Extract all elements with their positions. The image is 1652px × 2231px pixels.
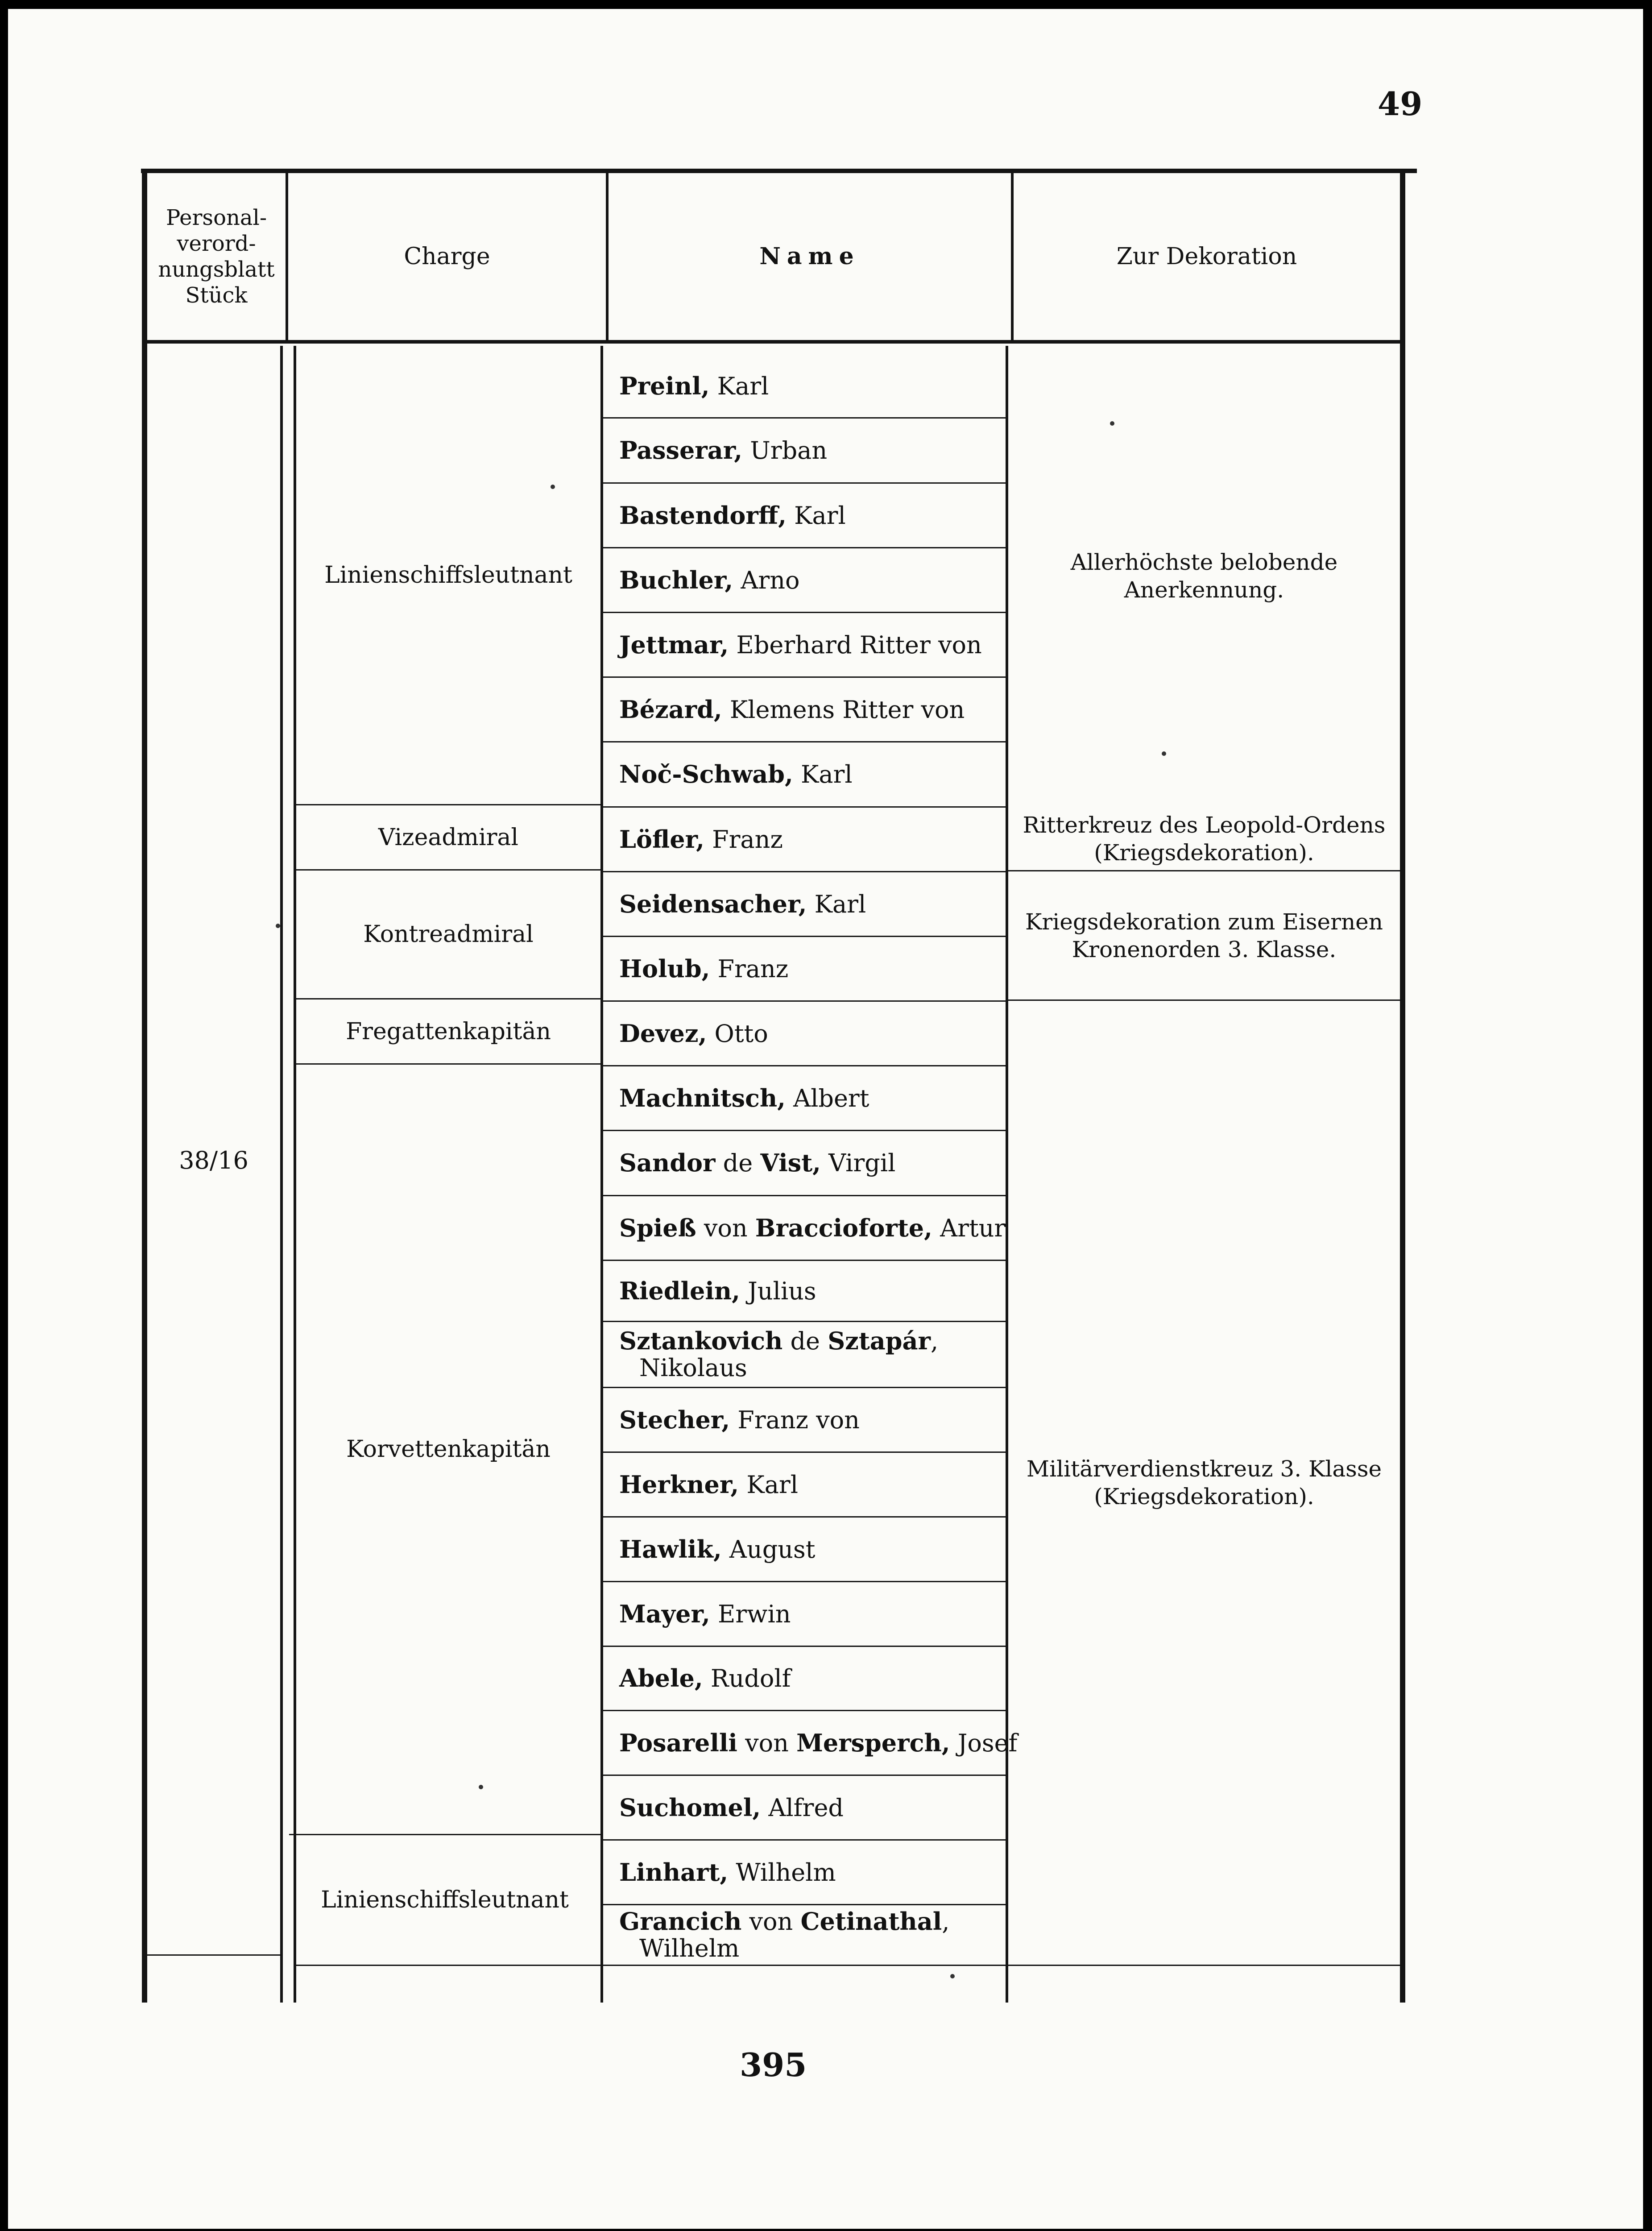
name-row <box>619 1518 1003 1581</box>
name-second-line: Nikolaus <box>639 1354 747 1382</box>
scan-speck <box>1110 421 1114 426</box>
page-number-bottom: 395 <box>740 2046 807 2084</box>
name-row <box>619 1776 1003 1839</box>
bottom-row-line-1 <box>147 1954 280 1956</box>
name-particle: de <box>715 1149 761 1177</box>
name-given: Alfred <box>761 1793 844 1822</box>
dekoration-line: Kriegsdekoration zum Eisernen <box>1025 908 1383 935</box>
name-surname: Löfler, <box>619 825 704 854</box>
name-surname: Hawlik, <box>619 1534 722 1563</box>
dekoration-line: Kronenorden 3. Klasse. <box>1072 936 1337 962</box>
name-row <box>619 1002 1003 1065</box>
name-particle: de <box>783 1327 828 1355</box>
name-given: Wilhelm <box>728 1858 836 1887</box>
document-page <box>8 9 1643 2229</box>
table-left-border <box>142 173 147 2003</box>
name-given: Franz von <box>730 1406 860 1434</box>
name-given: Karl <box>709 372 769 400</box>
name-comma: , <box>930 1327 939 1355</box>
dekoration-cell <box>1008 808 1400 870</box>
name-surname: Buchler, <box>619 565 733 594</box>
page-number-top: 49 <box>1378 85 1423 123</box>
dekoration-line: Ritterkreuz des Leopold-Ordens <box>1023 812 1386 838</box>
name-row <box>619 1131 1003 1195</box>
name-surname: Noč-Schwab, <box>619 760 793 788</box>
name-surname: Posarelli <box>619 1728 737 1757</box>
name-given: Virgil <box>820 1149 896 1177</box>
name-row <box>619 419 1003 482</box>
name-surname: Grancich <box>619 1907 742 1936</box>
column-header-stueck-text: Personal- verord- nungsblatt Stück <box>158 205 275 308</box>
name-surname: Abele, <box>619 1664 703 1692</box>
charge-cell: Linienschiffsleutnant <box>324 561 572 589</box>
name-row <box>619 484 1003 547</box>
name-surname: Preinl, <box>619 371 710 400</box>
name-row <box>619 1196 1006 1260</box>
column-header-name: Name <box>759 243 860 270</box>
name-given: August <box>721 1535 816 1563</box>
name-row <box>619 1841 1003 1904</box>
name-row <box>619 1388 1003 1451</box>
table-right-border <box>1400 173 1405 2003</box>
name-row <box>619 1453 1003 1516</box>
dekoration-line: Militärverdienstkreuz 3. Klasse <box>1026 1456 1382 1482</box>
name-surname: Sztankovich <box>619 1327 783 1355</box>
name-surname-2: Sztapár <box>828 1327 931 1355</box>
name-surname-2: Braccioforte, <box>755 1213 932 1242</box>
body-divider-1 <box>280 346 283 2003</box>
column-header-charge: Charge <box>404 243 490 270</box>
name-given: Klemens Ritter von <box>722 695 965 724</box>
name-given: Erwin <box>710 1600 791 1628</box>
name-row <box>619 937 1003 1000</box>
name-row <box>619 1582 1003 1646</box>
dekoration-cell <box>1008 871 1400 999</box>
name-row <box>619 1711 1018 1775</box>
name-given: Franz <box>704 825 783 854</box>
name-row <box>619 355 1003 417</box>
charge-cell: Linienschiffsleutnant <box>321 1887 569 1913</box>
name-given: Karl <box>807 890 866 918</box>
scan-speck <box>276 924 280 928</box>
dekoration-line: (Kriegsdekoration). <box>1094 840 1314 866</box>
scan-speck <box>479 1785 483 1789</box>
name-surname: Seidensacher, <box>619 889 807 918</box>
name-surname: Bézard, <box>619 695 722 724</box>
name-surname-2: Cetinathal <box>800 1907 942 1936</box>
name-given: Karl <box>793 760 853 788</box>
name-given: Franz <box>710 954 789 983</box>
scan-speck <box>551 485 555 489</box>
stueck-value: 38/16 <box>179 1146 248 1174</box>
name-given: Albert <box>785 1084 869 1112</box>
name-row <box>619 678 1003 741</box>
scan-speck <box>950 1974 955 1978</box>
name-comma: , <box>942 1907 950 1936</box>
name-surname: Machnitsch, <box>619 1083 786 1112</box>
bottom-row-line-2 <box>296 1965 1400 1966</box>
name-row <box>619 872 1003 936</box>
name-given: Urban <box>742 436 828 464</box>
charge-cell: Kontreadmiral <box>363 921 534 948</box>
name-given: Julius <box>740 1277 816 1305</box>
name-surname-2: Mersperch, <box>796 1728 950 1757</box>
name-surname: Stecher, <box>619 1405 730 1434</box>
name-particle: von <box>696 1214 755 1242</box>
body-divider-3 <box>600 346 603 2003</box>
name-row <box>619 613 1003 676</box>
name-surname: Riedlein, <box>619 1276 740 1305</box>
name-given: Josef <box>950 1729 1018 1757</box>
table-top-border <box>141 169 1417 173</box>
name-given: Arno <box>733 566 800 594</box>
name-row <box>619 808 1003 871</box>
name-surname: Passerar, <box>619 436 743 464</box>
name-surname-2: Vist, <box>760 1149 821 1177</box>
name-row <box>619 548 1003 612</box>
name-surname: Bastendorff, <box>619 501 787 530</box>
name-given: Karl <box>786 501 846 530</box>
charge-cell: Vizeadmiral <box>378 824 519 851</box>
name-surname: Sandor <box>619 1149 716 1177</box>
name-row <box>619 1066 1003 1130</box>
name-given: Karl <box>739 1470 798 1499</box>
header-separator <box>147 340 1400 344</box>
name-row <box>619 742 1003 806</box>
name-row <box>619 1905 1003 1964</box>
name-surname: Spieß <box>619 1213 696 1242</box>
name-row <box>619 1261 1003 1321</box>
charge-cell: Fregattenkapitän <box>346 1018 551 1045</box>
scan-speck <box>1162 751 1166 756</box>
name-second-line: Wilhelm <box>639 1934 740 1962</box>
name-surname: Devez, <box>619 1019 707 1048</box>
name-row <box>619 1322 1003 1387</box>
name-surname: Herkner, <box>619 1470 739 1499</box>
column-header-stueck <box>147 176 286 337</box>
dekoration-cell <box>1008 1001 1400 1965</box>
name-given: Otto <box>707 1019 768 1048</box>
name-given: Rudolf <box>703 1664 791 1692</box>
name-particle: von <box>741 1907 801 1936</box>
name-given: Eberhard Ritter von <box>729 630 982 659</box>
name-surname: Jettmar, <box>619 630 729 659</box>
column-header-dekoration: Zur Dekoration <box>1116 243 1297 270</box>
name-surname: Linhart, <box>619 1858 729 1887</box>
name-given: Artur <box>932 1214 1006 1242</box>
name-surname: Holub, <box>619 954 710 983</box>
charge-cell: Korvettenkapitän <box>346 1436 551 1463</box>
name-surname: Mayer, <box>619 1599 710 1628</box>
name-row <box>619 1647 1003 1710</box>
name-particle: von <box>737 1729 797 1757</box>
dekoration-cell: Allerhöchste belobende Anerkennung. <box>1070 549 1338 603</box>
name-surname: Suchomel, <box>619 1793 761 1822</box>
dekoration-line: (Kriegsdekoration). <box>1094 1484 1314 1509</box>
